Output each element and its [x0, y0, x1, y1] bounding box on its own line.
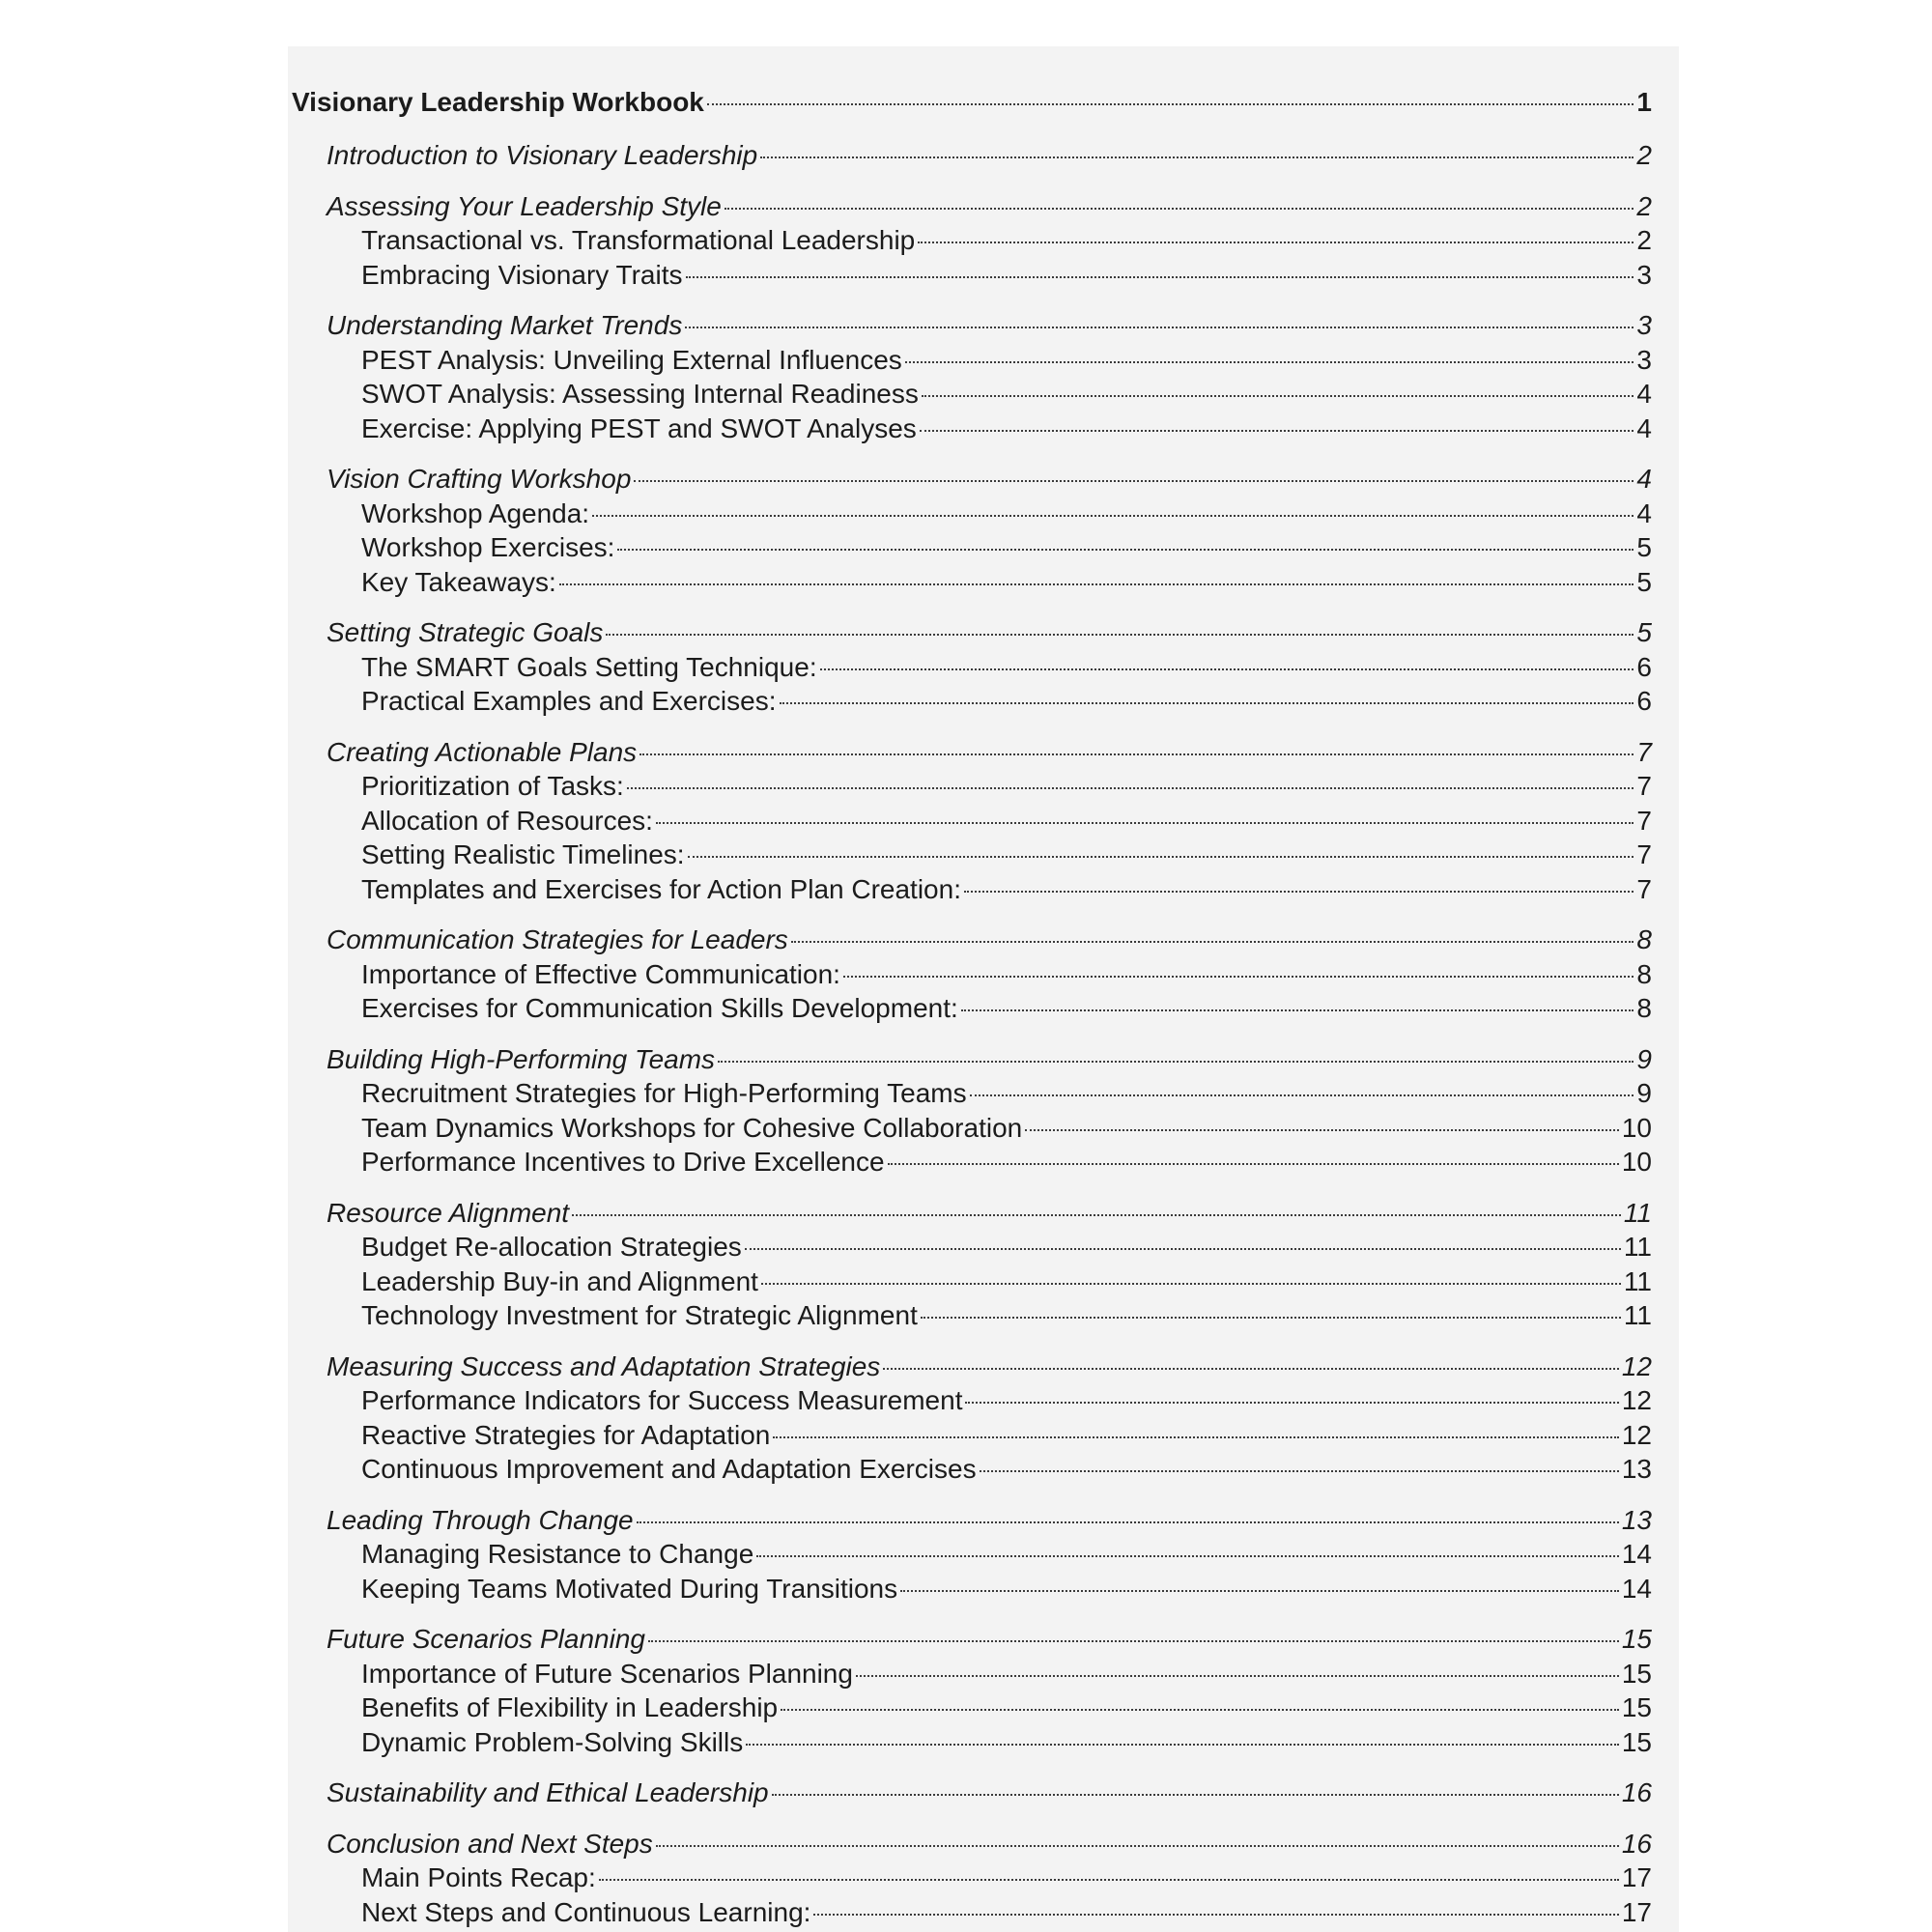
toc-entry-title: Benefits of Flexibility in Leadership [361, 1692, 779, 1722]
toc-entry[interactable] [292, 1895, 1652, 1930]
dot-leader [964, 891, 1634, 893]
dot-leader [756, 1555, 1619, 1557]
toc-entry[interactable] [292, 991, 1652, 1026]
dot-leader [746, 1744, 1619, 1746]
toc-entry-page-number: 17 [1621, 1862, 1652, 1892]
toc-entry-page-number: 16 [1621, 1777, 1652, 1807]
toc-entry[interactable] [292, 872, 1652, 907]
toc-entry-page-number: 15 [1621, 1692, 1652, 1722]
toc-entry-page-number: 1 [1636, 87, 1652, 117]
toc-entry-page-number: 8 [1636, 958, 1652, 989]
toc-entry-page-number: 2 [1636, 225, 1652, 255]
dot-leader [599, 1879, 1619, 1881]
toc-entry-title: Key Takeaways: [361, 566, 556, 597]
toc-entry-title: Practical Examples and Exercises: [361, 686, 777, 716]
toc-entry[interactable] [292, 1196, 1652, 1231]
toc-entry-title: Keeping Teams Motivated During Transitions [361, 1573, 898, 1604]
dot-leader [760, 156, 1634, 158]
toc-entry-title: Setting Strategic Goals [327, 617, 604, 647]
toc-entry-title: Templates and Exercises for Action Plan Creation: [361, 873, 961, 904]
toc-entry-page-number: 7 [1636, 736, 1652, 767]
toc-entry[interactable] [292, 1264, 1652, 1299]
dot-leader [900, 1590, 1619, 1592]
toc-entry-page-number: 11 [1623, 1300, 1652, 1330]
toc-entry-page-number: 10 [1621, 1112, 1652, 1143]
dot-leader [745, 1248, 1621, 1250]
toc-entry-page-number: 11 [1623, 1197, 1652, 1228]
dot-leader [856, 1675, 1619, 1677]
dot-leader [980, 1470, 1619, 1472]
toc-entry-title: Sustainability and Ethical Leadership [327, 1777, 769, 1807]
toc-entry[interactable] [292, 1383, 1652, 1418]
dot-leader [686, 276, 1634, 278]
toc-entry-title: The SMART Goals Setting Technique: [361, 651, 817, 682]
toc-entry-page-number: 12 [1621, 1350, 1652, 1381]
toc-entry[interactable] [292, 530, 1652, 565]
toc-entry-page-number: 15 [1621, 1726, 1652, 1757]
toc-entry[interactable] [292, 1076, 1652, 1111]
dot-leader [627, 787, 1634, 789]
toc-entry-page-number: 15 [1621, 1624, 1652, 1654]
toc-entry-title: Managing Resistance to Change [361, 1539, 754, 1569]
dot-leader [970, 1094, 1634, 1096]
toc-entry-page-number: 3 [1636, 259, 1652, 290]
toc-entry-title: Exercise: Applying PEST and SWOT Analyses [361, 412, 917, 443]
toc-entry-title: Continuous Improvement and Adaptation Exercises [361, 1454, 977, 1484]
document-page [288, 46, 1679, 1932]
toc-entry-title: Reactive Strategies for Adaptation [361, 1419, 771, 1450]
toc-entry-page-number: 13 [1621, 1504, 1652, 1535]
dot-leader [883, 1368, 1619, 1370]
toc-entry[interactable] [292, 308, 1652, 343]
toc-entry[interactable] [292, 650, 1652, 685]
toc-entry-page-number: 11 [1623, 1232, 1652, 1262]
toc-entry-title: Main Points Recap: [361, 1862, 596, 1892]
toc-entry-title: Embracing Visionary Traits [361, 259, 683, 290]
dot-leader [920, 430, 1634, 432]
toc-entry-page-number: 2 [1636, 140, 1652, 170]
toc-entry[interactable] [292, 1827, 1652, 1861]
toc-entry-page-number: 6 [1636, 686, 1652, 716]
dot-leader [648, 1640, 1619, 1642]
toc-entry[interactable] [292, 923, 1652, 957]
toc-entry-title: Leadership Buy-in and Alignment [361, 1265, 758, 1296]
dot-leader [781, 1709, 1619, 1711]
toc-entry-title: Exercises for Communication Skills Development: [361, 993, 958, 1023]
dot-leader [718, 1061, 1634, 1063]
toc-entry-page-number: 2 [1636, 190, 1652, 221]
toc-entry[interactable] [292, 1042, 1652, 1077]
toc-entry-title: Importance of Effective Communication: [361, 958, 840, 989]
toc-entry-title: Assessing Your Leadership Style [327, 190, 722, 221]
toc-entry-title: Performance Indicators for Success Measurement [361, 1385, 963, 1415]
toc-entry-page-number: 5 [1636, 617, 1652, 647]
toc-entry-title: Visionary Leadership Workbook [292, 87, 704, 117]
dot-leader [905, 361, 1634, 363]
toc-entry[interactable] [292, 565, 1652, 600]
toc-entry[interactable] [292, 615, 1652, 650]
toc-entry[interactable] [292, 769, 1652, 804]
dot-leader [688, 856, 1634, 858]
toc-entry-page-number: 6 [1636, 651, 1652, 682]
toc-entry-title: Building High-Performing Teams [327, 1043, 716, 1074]
dot-leader [617, 549, 1634, 551]
toc-entry-title: Technology Investment for Strategic Alignment [361, 1300, 918, 1330]
toc-entry-title: Measuring Success and Adaptation Strategies [327, 1350, 881, 1381]
toc-entry-title: PEST Analysis: Unveiling External Influences [361, 344, 902, 375]
toc-entry-title: Next Steps and Continuous Learning: [361, 1896, 811, 1927]
dot-leader [1025, 1129, 1619, 1131]
toc-entry-title: Prioritization of Tasks: [361, 771, 624, 801]
toc-entry-page-number: 4 [1636, 412, 1652, 443]
toc-entry[interactable] [292, 1776, 1652, 1810]
toc-entry-page-number: 17 [1621, 1896, 1652, 1927]
toc-entry-title: Allocation of Resources: [361, 805, 653, 836]
toc-entry[interactable] [292, 83, 1652, 122]
toc-entry-page-number: 9 [1636, 1043, 1652, 1074]
toc-entry-title: Workshop Agenda: [361, 497, 590, 528]
toc-entry-page-number: 9 [1636, 1078, 1652, 1108]
toc-entry-title: Budget Re-allocation Strategies [361, 1232, 742, 1262]
toc-entry-title: Performance Incentives to Drive Excellence [361, 1147, 885, 1177]
toc-entry[interactable] [292, 1298, 1652, 1333]
toc-entry-page-number: 8 [1636, 924, 1652, 954]
dot-leader [773, 1436, 1618, 1438]
toc-entry-title: Transactional vs. Transformational Leadership [361, 225, 916, 255]
toc-entry[interactable] [292, 1690, 1652, 1725]
toc-entry-title: Vision Crafting Workshop [327, 464, 632, 494]
dot-leader [707, 103, 1634, 105]
dot-leader [791, 941, 1634, 943]
dot-leader [961, 1009, 1634, 1011]
dot-leader [761, 1283, 1621, 1285]
toc-entry-page-number: 12 [1621, 1385, 1652, 1415]
dot-leader [639, 753, 1634, 755]
toc-entry[interactable] [292, 838, 1652, 872]
toc-entry[interactable] [292, 1622, 1652, 1657]
toc-entry-title: Dynamic Problem-Solving Skills [361, 1726, 744, 1757]
toc-entry-page-number: 3 [1636, 344, 1652, 375]
toc-entry-page-number: 11 [1623, 1265, 1652, 1296]
toc-entry-title: Leading Through Change [327, 1504, 634, 1535]
toc-entry[interactable] [292, 223, 1652, 258]
toc-entry-page-number: 14 [1621, 1539, 1652, 1569]
toc-entry[interactable] [292, 735, 1652, 770]
toc-entry[interactable] [292, 804, 1652, 838]
toc-entry-page-number: 3 [1636, 310, 1652, 340]
toc-entry-title: SWOT Analysis: Assessing Internal Readiness [361, 379, 919, 409]
toc-entry[interactable] [292, 1861, 1652, 1895]
toc-entry-page-number: 8 [1636, 993, 1652, 1023]
toc-entry-title: Resource Alignment [327, 1197, 570, 1228]
toc-entry[interactable] [292, 412, 1652, 446]
dot-leader [656, 822, 1634, 824]
toc-entry-title: Future Scenarios Planning [327, 1624, 645, 1654]
dot-leader [921, 1317, 1621, 1319]
dot-leader [888, 1163, 1619, 1165]
dot-leader [965, 1402, 1618, 1404]
toc-entry-page-number: 5 [1636, 532, 1652, 562]
dot-leader [592, 515, 1634, 517]
toc-entry[interactable] [292, 1725, 1652, 1760]
toc-entry-page-number: 15 [1621, 1658, 1652, 1689]
toc-entry-page-number: 13 [1621, 1454, 1652, 1484]
toc-entry[interactable] [292, 462, 1652, 497]
toc-entry-page-number: 16 [1621, 1828, 1652, 1859]
toc-entry-page-number: 7 [1636, 771, 1652, 801]
toc-entry[interactable] [292, 1350, 1652, 1384]
toc-entry[interactable] [292, 1230, 1652, 1264]
dot-leader [572, 1214, 1621, 1216]
dot-leader [820, 668, 1634, 670]
toc-entry-page-number: 7 [1636, 873, 1652, 904]
dot-leader [606, 634, 1634, 636]
dot-leader [559, 583, 1634, 585]
toc-entry-page-number: 4 [1636, 497, 1652, 528]
toc-entry-title: Introduction to Visionary Leadership [327, 140, 758, 170]
toc-entry-title: Creating Actionable Plans [327, 736, 638, 767]
dot-leader [843, 976, 1634, 978]
toc-entry-page-number: 4 [1636, 379, 1652, 409]
toc-entry-title: Communication Strategies for Leaders [327, 924, 788, 954]
toc-entry-page-number: 12 [1621, 1419, 1652, 1450]
dot-leader [637, 1521, 1619, 1523]
toc-entry-title: Team Dynamics Workshops for Cohesive Collaboration [361, 1112, 1023, 1143]
dot-leader [922, 395, 1634, 397]
toc-entry-title: Setting Realistic Timelines: [361, 839, 685, 869]
toc-entry-page-number: 10 [1621, 1147, 1652, 1177]
dot-leader [724, 208, 1634, 210]
toc-entry[interactable] [292, 957, 1652, 992]
toc-entry[interactable] [292, 1145, 1652, 1179]
table-of-contents [292, 83, 1652, 1929]
toc-entry-title: Workshop Exercises: [361, 532, 615, 562]
dot-leader [780, 702, 1634, 704]
dot-leader [918, 242, 1634, 243]
toc-entry-page-number: 14 [1621, 1573, 1652, 1604]
toc-entry-title: Importance of Future Scenarios Planning [361, 1658, 853, 1689]
dot-leader [772, 1794, 1619, 1796]
toc-entry-page-number: 5 [1636, 566, 1652, 597]
toc-entry-title: Recruitment Strategies for High-Performing Teams [361, 1078, 967, 1108]
dot-leader [813, 1914, 1618, 1916]
toc-entry[interactable] [292, 1452, 1652, 1487]
toc-entry-page-number: 7 [1636, 805, 1652, 836]
toc-entry[interactable] [292, 1418, 1652, 1453]
dot-leader [685, 327, 1634, 328]
toc-entry[interactable] [292, 1503, 1652, 1538]
toc-entry[interactable] [292, 1657, 1652, 1691]
toc-entry-page-number: 7 [1636, 839, 1652, 869]
toc-entry[interactable] [292, 138, 1652, 173]
toc-entry[interactable] [292, 189, 1652, 224]
toc-entry-title: Understanding Market Trends [327, 310, 683, 340]
toc-entry[interactable] [292, 1572, 1652, 1606]
toc-entry-page-number: 4 [1636, 464, 1652, 494]
toc-entry[interactable] [292, 1537, 1652, 1572]
toc-entry-title: Conclusion and Next Steps [327, 1828, 653, 1859]
toc-entry[interactable] [292, 497, 1652, 531]
toc-entry[interactable] [292, 684, 1652, 719]
dot-leader [656, 1845, 1619, 1847]
toc-entry[interactable] [292, 1111, 1652, 1146]
dot-leader [634, 480, 1634, 482]
toc-entry[interactable] [292, 377, 1652, 412]
toc-entry[interactable] [292, 343, 1652, 378]
toc-entry[interactable] [292, 258, 1652, 293]
